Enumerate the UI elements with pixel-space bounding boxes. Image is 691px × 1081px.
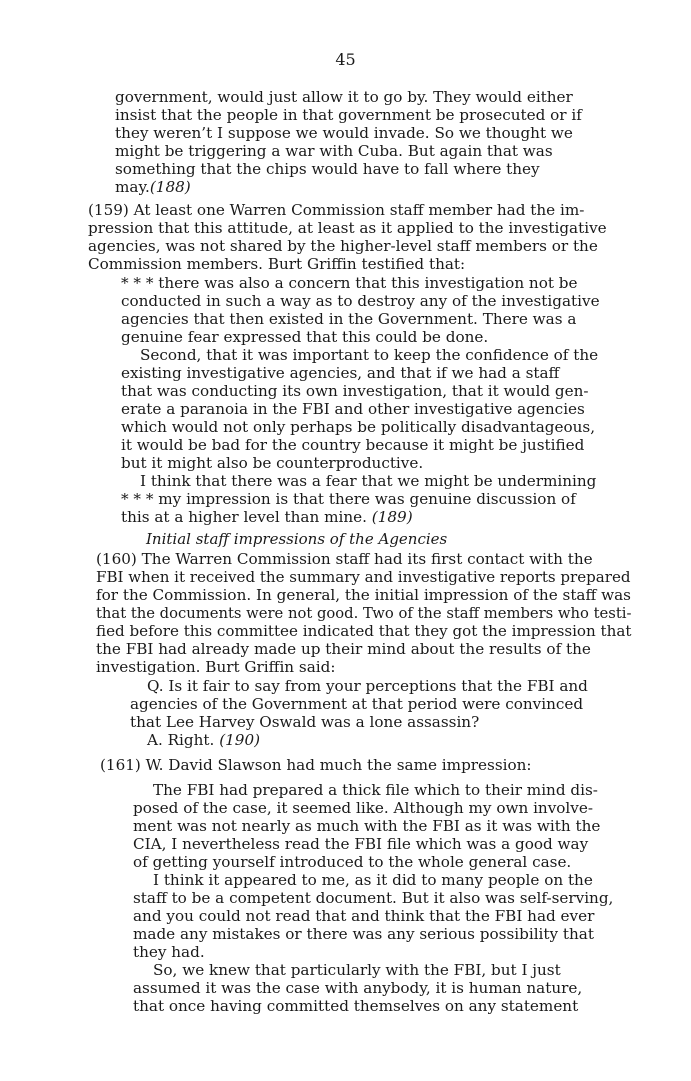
quote2-line: erate a paranoia in the FBI and other investigative agencies: [121, 400, 585, 418]
quote2-line: genuine fear expressed that this could be done.: [121, 328, 489, 346]
quote2-line: agencies that then existed in the Government. There was a: [121, 310, 577, 328]
para159-line: Commission members. Burt Griffin testified that:: [88, 255, 466, 273]
quote1-line: they weren’t I suppose we would invade. So we thought we: [115, 124, 573, 142]
quote2-line: that was conducting its own investigation, that it would gen-: [121, 382, 589, 400]
quote1-last-line: [115, 178, 191, 196]
paragraph-161: (161) W. David Slawson had much the same impression:: [100, 756, 532, 774]
quote3-line: staff to be a competent document. But it also was self-serving,: [133, 889, 614, 907]
quote2-line: which would not only perhaps be politically disadvantageous,: [121, 418, 596, 436]
quote3-line: CIA, I nevertheless read the FBI file which was a good way: [133, 835, 589, 853]
footnote-ref-188: (188): [149, 178, 191, 196]
quote3-line: and you could not read that and think that the FBI had ever: [133, 907, 595, 925]
question-line: agencies of the Government at that period were convinced: [130, 695, 584, 713]
quote3-line: made any mistakes or there was any serious possibility that: [133, 925, 594, 943]
quote1-last-text: may.: [115, 178, 150, 196]
quote2-line: Second, that it was important to keep the confidence of the: [140, 346, 599, 364]
quote2-line: existing investigative agencies, and that if we had a staff: [121, 364, 560, 382]
quote2-line: but it might also be counterproductive.: [121, 454, 424, 472]
quote2-line: it would be bad for the country because it might be justified: [121, 436, 585, 454]
footnote-ref-189: (189): [371, 508, 413, 526]
para159-line: agencies, was not shared by the higher-level staff members or the: [88, 237, 598, 255]
quote3-line: So, we knew that particularly with the FBI, but I just: [153, 961, 561, 979]
para160-line: the FBI had already made up their mind about the results of the: [96, 640, 591, 658]
quote3-line: that once having committed themselves on any statement: [133, 997, 579, 1015]
question-line: Q. Is it fair to say from your perceptions that the FBI and: [147, 677, 588, 695]
para159-line: (159) At least one Warren Commission staff member had the im-: [88, 201, 585, 219]
footnote-ref-190: (190): [219, 731, 261, 749]
quote2-line: I think that there was a fear that we might be undermining: [140, 472, 597, 490]
para160-line: for the Commission. In general, the initial impression of the staff was: [96, 586, 631, 604]
quote2-line: * * * my impression is that there was genuine discussion of: [121, 490, 576, 508]
quote1-line: something that the chips would have to fall where they: [115, 160, 540, 178]
page-number: 45: [335, 50, 356, 69]
quote3-line: The FBI had prepared a thick file which to their mind dis-: [153, 781, 598, 799]
para160-line: (160) The Warren Commission staff had its first contact with the: [96, 550, 593, 568]
answer-line: [147, 731, 260, 749]
quote3-line: posed of the case, it seemed like. Although my own involve-: [133, 799, 593, 817]
quote2-line: conducted in such a way as to destroy any of the investigative: [121, 292, 600, 310]
quote1-line: government, would just allow it to go by. They would either: [115, 88, 573, 106]
quote2-last-line: [121, 508, 413, 526]
question-line: that Lee Harvey Oswald was a lone assassin?: [130, 713, 480, 731]
quote3-line: assumed it was the case with anybody, it is human nature,: [133, 979, 583, 997]
quote3-line: of getting yourself introduced to the whole general case.: [133, 853, 572, 871]
section-heading: Initial staff impressions of the Agencies: [146, 530, 448, 548]
para160-line: FBI when it received the summary and investigative reports prepared: [96, 568, 631, 586]
quote3-line: ment was not nearly as much with the FBI as it was with the: [133, 817, 601, 835]
quote3-line: they had.: [133, 943, 205, 961]
quote1-line: might be triggering a war with Cuba. But again that was: [115, 142, 553, 160]
para159-line: pression that this attitude, at least as it applied to the investigative: [88, 219, 607, 237]
para160-line: investigation. Burt Griffin said:: [96, 658, 336, 676]
quote2-line: * * * there was also a concern that this investigation not be: [121, 274, 578, 292]
para160-line: that the documents were not good. Two of the staff members who testi-: [96, 604, 632, 622]
quote3-line: I think it appeared to me, as it did to many people on the: [153, 871, 593, 889]
quote1-line: insist that the people in that government be prosecuted or if: [115, 106, 582, 124]
answer-text: A. Right.: [147, 731, 215, 749]
para160-line: fied before this committee indicated that they got the impression that: [96, 622, 632, 640]
quote2-last-text: this at a higher level than mine.: [121, 508, 367, 526]
